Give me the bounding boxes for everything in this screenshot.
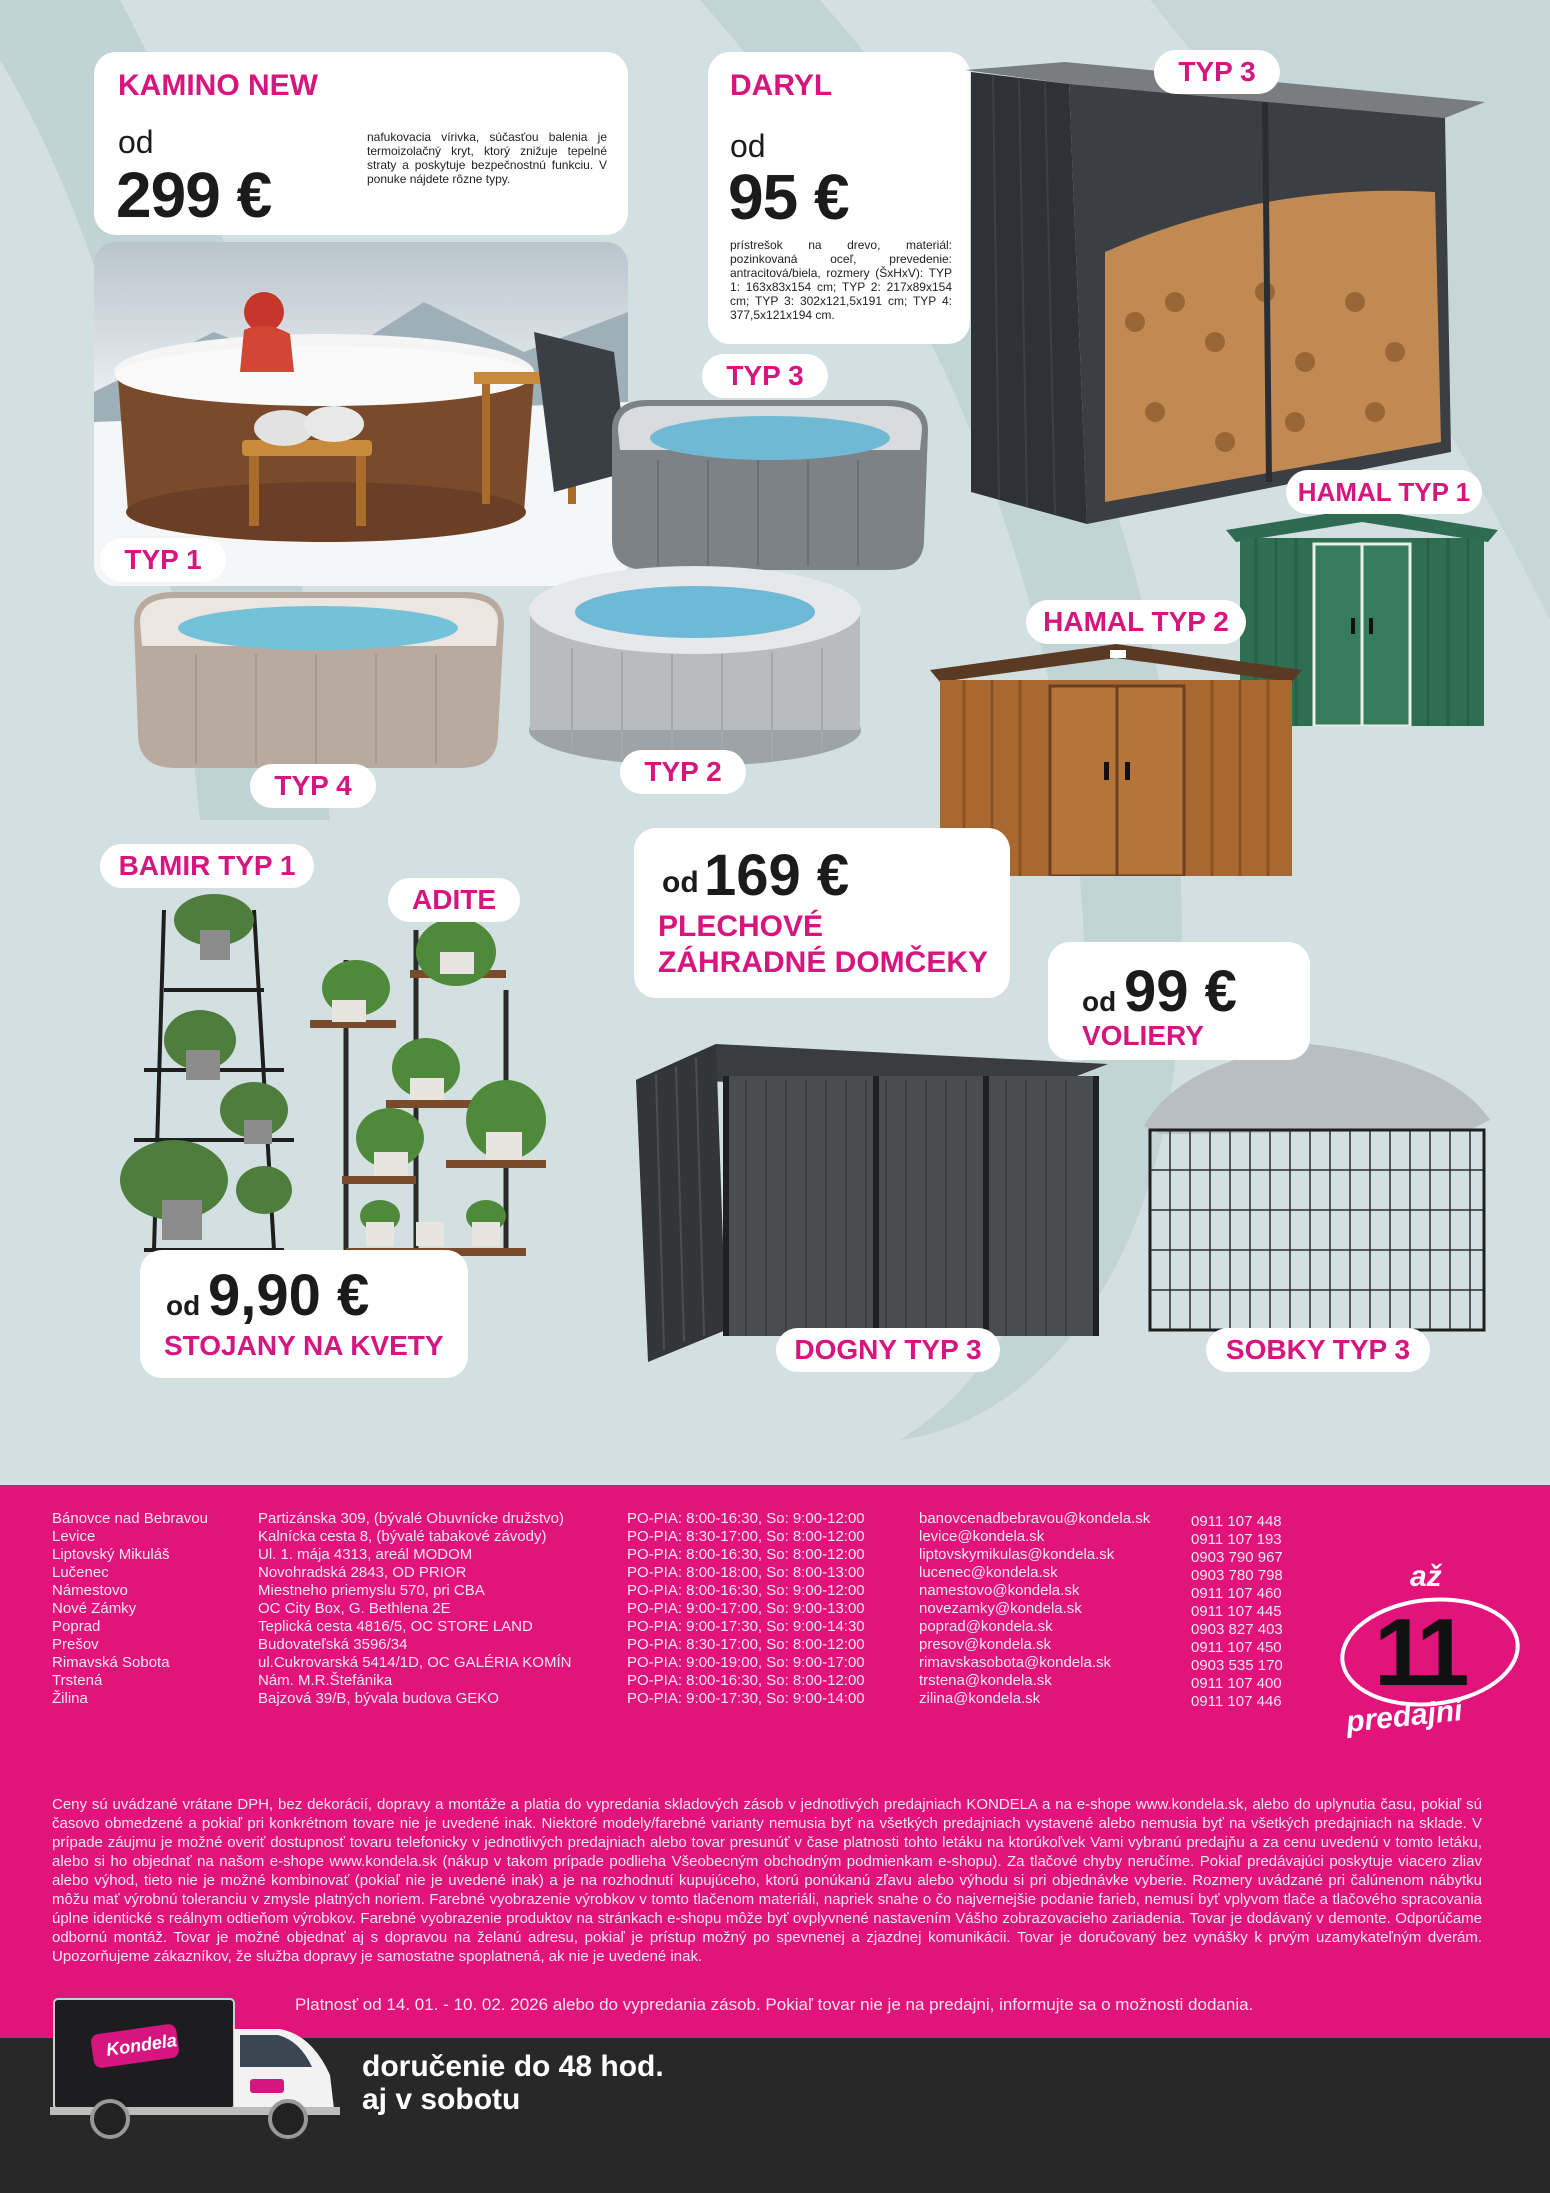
- sheds-label-line1: PLECHOVÉ: [658, 910, 824, 943]
- kennel-dogny-image: [626, 1040, 1108, 1362]
- store-phone: 0903 780 798: [1191, 1567, 1283, 1584]
- store-address: ul.Cukrovarská 5414/1D, OC GALÉRIA KOMÍN: [258, 1654, 572, 1671]
- store-city: Námestovo: [52, 1582, 128, 1599]
- plant-stand-bamir-image: [104, 890, 300, 1260]
- kamino-od: od: [118, 124, 154, 160]
- label-sobky-typ3: SOBKY TYP 3: [1206, 1328, 1430, 1372]
- store-address: Kalnícka cesta 8, (bývalé tabakové závody): [258, 1528, 547, 1545]
- label-typ4-tub: TYP 4: [250, 764, 376, 808]
- legal-disclaimer: Ceny sú uvádzané vrátane DPH, bez dekorácií, dopravy a montáže a platia do vypredania skladových zásob v jednotlivých predajniach KONDELA a na e-shope www.kondela.sk, alebo do uplynutia času, pokiaľ sú časovo obmedzené a pokiaľ pri konkrétnom tovare nie je uvedené inak. Niektoré modely/farebné varianty nemusia byť na všetkých predajniach vystavené alebo nemusia byť na všetkých predajniach na sklade. V prípade záujmu je možné overiť dostupnosť tovaru telefonicky v jednotlivých predajniach alebo tovar presunúť v čase platnosti tohto letáku na ktorúkoľvek Vami vybranú predajňu a za cenu uvedenú v tomto letáku, alebo si ho objednať na našom e-shope www.kondela.sk (nákup v takom prípade podlieha Všeobecným obchodným podmienkam e-shopu). Za tlačové chyby neručíme. Pokiaľ predávajúci poskytuje viacero zliav alebo výhod, tieto nie je možné kombinovať (pokiaľ nie je uvedené inak) a je na rozhodnutí kupujúceho, ktorú ponúkanú zľavu alebo výhodu si pri objednávke vyberie. Rozmery uvádzané pri čalúnenom nábytku môžu mať výrobnú toleranciu v zmysle platných noriem. Farebné vyobrazenie výrobkov v tomto tlačenom materiáli, napriek snahe o čo najvernejšie podanie farieb, nemusí byť vplyvom tlače a tlačového spracovania úplne identické s reálnym odtieňom výrobkov. Farebné vyobrazenie produktov na stránkach e-shopu môže byť ovplyvnené nastavením Vášho zobrazovacieho zariadenia. Tovar je dodávaný v demonte. Odporúčame odbornú montáž. Tovar je možné objednať aj s dopravou na želanú adresu, pokiaľ je prístup možný po spevnenej a zjazdnej komunikácii. Tovar je doručovaný bez vynášky k prvým uzamykateľným dverám. Upozorňujeme zákazníkov, že služba dopravy je samostatne spoplatnená, ak nie je uvedené inak.: [52, 1796, 1482, 1965]
- daryl-od: od: [730, 128, 766, 164]
- sheds-od: od: [662, 866, 699, 899]
- store-address: Partizánska 309, (bývalé Obuvnícke družstvo): [258, 1510, 564, 1527]
- store-phone: 0903 535 170: [1191, 1657, 1283, 1674]
- store-hours-row: PO-PIA: 9:00-17:00, So: 9:00-13:00: [627, 1600, 865, 1617]
- store-email-link[interactable]: banovcenadbebravou@kondela.sk: [919, 1510, 1151, 1527]
- hot-tub-typ3-image: [598, 390, 932, 576]
- store-phone: 0903 827 403: [1191, 1621, 1283, 1638]
- label-typ2-tub: TYP 2: [620, 750, 746, 794]
- store-hours: [627, 1510, 865, 1708]
- store-hours-row: PO-PIA: 9:00-17:30, So: 9:00-14:00: [627, 1690, 865, 1707]
- store-email-link[interactable]: namestovo@kondela.sk: [919, 1582, 1080, 1599]
- label-adite: ADITE: [388, 878, 520, 922]
- store-address: Miestneho priemyslu 570, pri CBA: [258, 1582, 485, 1599]
- store-hours-row: PO-PIA: 8:00-16:30, So: 8:00-12:00: [627, 1672, 865, 1689]
- store-hours-row: PO-PIA: 8:00-18:00, So: 8:00-13:00: [627, 1564, 865, 1581]
- store-city: Liptovský Mikuláš: [52, 1546, 170, 1563]
- truck-brand-logo: Kondela: [104, 2030, 178, 2060]
- badge-bottom-text: predajní: [1344, 1693, 1465, 1740]
- stands-od: od: [166, 1290, 201, 1321]
- badge-top-text: až: [1410, 1560, 1442, 1593]
- stands-label: STOJANY NA KVETY: [164, 1330, 444, 1361]
- stands-price-card: [140, 1250, 468, 1378]
- daryl-card: [708, 52, 970, 344]
- store-email-link[interactable]: rimavskasobota@kondela.sk: [919, 1654, 1111, 1671]
- label-typ1-tub: TYP 1: [100, 538, 226, 582]
- aviaries-price-card: [1048, 942, 1310, 1060]
- store-phone: 0911 107 450: [1191, 1639, 1282, 1656]
- badge-number: 11: [1374, 1599, 1464, 1706]
- store-hours-row: PO-PIA: 9:00-19:00, So: 9:00-17:00: [627, 1654, 865, 1671]
- store-count-badge: [1330, 1550, 1530, 1750]
- kamino-title: KAMINO NEW: [118, 69, 318, 102]
- store-city: Prešov: [52, 1636, 99, 1653]
- store-email-link[interactable]: levice@kondela.sk: [919, 1528, 1045, 1545]
- store-hours-row: PO-PIA: 8:30-17:00, So: 8:00-12:00: [627, 1636, 865, 1653]
- store-addresses: [258, 1510, 571, 1708]
- label-hamal-typ2: HAMAL TYP 2: [1026, 600, 1246, 644]
- store-emails: [919, 1510, 1150, 1708]
- store-hours-row: PO-PIA: 8:00-16:30, So: 9:00-12:00: [627, 1582, 865, 1599]
- store-address: Bajzová 39/B, bývala budova GEKO: [258, 1690, 499, 1707]
- hot-tub-typ2-image: [522, 560, 868, 770]
- store-phone: 0911 107 446: [1191, 1693, 1282, 1710]
- store-address: Budovateľská 3596/34: [258, 1636, 408, 1653]
- aviaries-label: VOLIERY: [1082, 1020, 1204, 1051]
- store-address: Teplická cesta 4816/5, OC STORE LAND: [258, 1618, 533, 1635]
- store-address: Novohradská 2843, OD PRIOR: [258, 1564, 467, 1581]
- store-email-link[interactable]: novezamky@kondela.sk: [919, 1600, 1082, 1617]
- store-footer: [0, 1485, 1550, 2038]
- kamino-description: nafukovacia vírivka, súčasťou balenia je termoizolačný kryt, ktorý znižuje tepelné straty a poskytuje bezpečnostnú funkciu. V ponuke nájdete rôzne typy.: [367, 130, 607, 186]
- store-hours-row: PO-PIA: 8:00-16:30, So: 9:00-12:00: [627, 1510, 865, 1527]
- kamino-price: 299 €: [116, 159, 272, 231]
- validity-notice: Platnosť od 14. 01. - 10. 02. 2026 alebo do vypredania zásob. Pokiaľ tovar nie je na predajni, informujte sa o možnosti dodania.: [295, 1995, 1254, 2014]
- store-city: Lučenec: [52, 1564, 109, 1581]
- kennel-sobky-image: [1140, 1040, 1494, 1340]
- aviaries-od: od: [1082, 986, 1117, 1017]
- store-phone: 0911 107 400: [1191, 1675, 1282, 1692]
- delivery-line2: aj v sobotu: [362, 2083, 521, 2116]
- store-email-link[interactable]: lucenec@kondela.sk: [919, 1564, 1058, 1581]
- hot-tub-snow-photo: [94, 242, 628, 586]
- store-phone: 0911 107 460: [1191, 1585, 1282, 1602]
- label-bamir-typ1: BAMIR TYP 1: [100, 844, 314, 888]
- store-city: Trstená: [52, 1672, 103, 1689]
- aviaries-price: 99 €: [1124, 959, 1237, 1024]
- store-city: Levice: [52, 1528, 96, 1545]
- store-address: OC City Box, G. Bethlena 2E: [258, 1600, 451, 1617]
- plant-stand-adite-image: [306, 900, 550, 1260]
- daryl-price: 95 €: [728, 161, 849, 233]
- woodshed-image: [965, 62, 1485, 524]
- daryl-description: prístrešok na drevo, materiál: pozinkovaná oceľ, prevedenie: antracitová/biela, rozmery (ŠxHxV): TYP 1: 163x83x154 cm; TYP 2: 217x89x154 cm; TYP 3: 302x121,5x191 cm; TYP 4: 377,5x121x194 cm.: [730, 238, 952, 322]
- delivery-text: [362, 2050, 664, 2116]
- store-email-link[interactable]: liptovskymikulas@kondela.sk: [919, 1546, 1115, 1563]
- store-address: Nám. M.R.Štefánika: [258, 1672, 393, 1689]
- daryl-title: DARYL: [730, 69, 833, 102]
- store-phone: 0911 107 448: [1191, 1513, 1282, 1530]
- sheds-price: 169 €: [704, 843, 850, 908]
- stands-price: 9,90 €: [208, 1263, 370, 1328]
- store-phone: 0911 107 193: [1191, 1531, 1282, 1548]
- hot-tub-typ4-image: [126, 584, 510, 774]
- label-typ3-woodshed: TYP 3: [1154, 50, 1280, 94]
- store-hours-row: PO-PIA: 8:00-16:30, So: 8:00-12:00: [627, 1546, 865, 1563]
- store-city: Rimavská Sobota: [52, 1654, 170, 1671]
- store-email-link[interactable]: presov@kondela.sk: [919, 1636, 1051, 1653]
- delivery-line1: doručenie do 48 hod.: [362, 2050, 664, 2083]
- store-phones: [1191, 1513, 1283, 1711]
- store-email-link[interactable]: poprad@kondela.sk: [919, 1618, 1053, 1635]
- label-dogny-typ3: DOGNY TYP 3: [776, 1328, 1000, 1372]
- store-city: Žilina: [52, 1690, 88, 1707]
- store-city: Bánovce nad Bebravou: [52, 1510, 208, 1527]
- store-cities: [52, 1510, 208, 1708]
- store-hours-row: PO-PIA: 9:00-17:30, So: 9:00-14:30: [627, 1618, 865, 1635]
- delivery-truck-image: [50, 1995, 340, 2143]
- store-phone: 0911 107 445: [1191, 1603, 1282, 1620]
- store-phone: 0903 790 967: [1191, 1549, 1283, 1566]
- label-hamal-typ1: HAMAL TYP 1: [1286, 470, 1482, 514]
- store-hours-row: PO-PIA: 8:30-17:00, So: 8:00-12:00: [627, 1528, 865, 1545]
- kamino-card: [94, 52, 628, 235]
- store-email-link[interactable]: zilina@kondela.sk: [919, 1690, 1041, 1707]
- store-city: Poprad: [52, 1618, 101, 1635]
- sheds-price-card: [634, 828, 1010, 998]
- store-email-link[interactable]: trstena@kondela.sk: [919, 1672, 1052, 1689]
- sheds-label-line2: ZÁHRADNÉ DOMČEKY: [658, 946, 988, 979]
- store-city: Nové Zámky: [52, 1600, 137, 1617]
- label-typ3-tub: TYP 3: [702, 354, 828, 398]
- store-address: Ul. 1. mája 4313, areál MODOM: [258, 1546, 473, 1563]
